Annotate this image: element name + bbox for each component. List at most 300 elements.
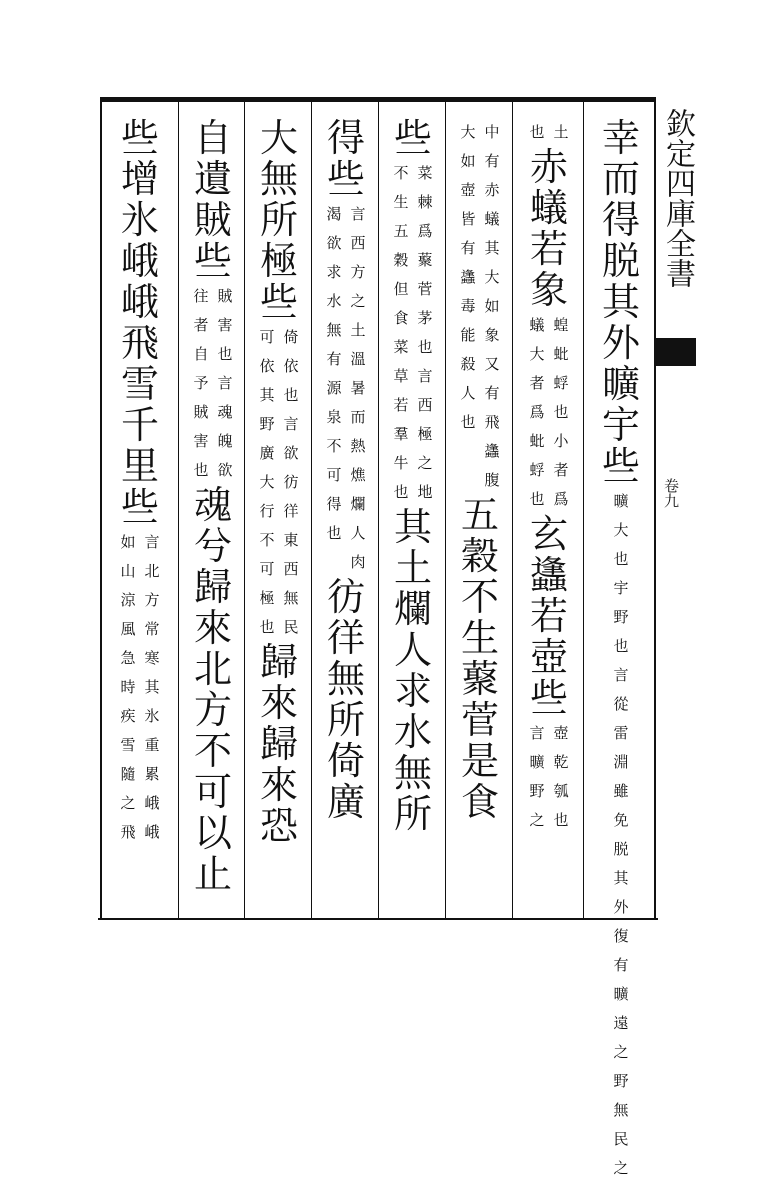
commentary-glyph: 暑 [350, 379, 366, 397]
commentary-glyph: 雖 [613, 782, 629, 800]
commentary-glyph: 若 [393, 396, 409, 414]
commentary-glyph: 無 [283, 589, 299, 607]
main-glyph: 土 [393, 546, 432, 590]
text-column-4 [382, 118, 444, 835]
commentary-glyph: 大 [259, 473, 275, 491]
main-glyph: 得 [326, 116, 365, 160]
commentary-glyph: 累 [144, 765, 160, 783]
commentary-glyph: 曠 [613, 985, 629, 1003]
main-glyph: 些 [393, 116, 432, 160]
commentary-glyph: 不 [393, 164, 409, 182]
commentary-glyph: 有 [613, 956, 629, 974]
commentary-line-left [119, 528, 137, 847]
commentary-glyph: 言 [529, 724, 545, 742]
commentary-glyph: 野 [613, 1072, 629, 1090]
commentary-glyph: 從 [613, 695, 629, 713]
commentary-glyph: 大 [460, 123, 476, 141]
main-text-run [527, 147, 571, 311]
main-text-run [599, 118, 643, 487]
commentary-glyph: 急 [120, 649, 136, 667]
main-glyph: 些 [326, 157, 365, 201]
main-glyph: 象 [529, 268, 568, 312]
commentary-glyph: 涼 [120, 591, 136, 609]
main-glyph: 蟻 [529, 186, 568, 230]
commentary-glyph: 山 [120, 562, 136, 580]
text-column-7 [182, 118, 244, 895]
main-glyph: 雪 [120, 362, 159, 406]
commentary-glyph: 重 [144, 736, 160, 754]
main-glyph: 極 [259, 239, 298, 283]
commentary-glyph: 爲 [529, 403, 545, 421]
commentary-glyph: 可 [259, 328, 275, 346]
main-glyph: 其 [393, 505, 432, 549]
commentary-glyph: 西 [417, 396, 433, 414]
commentary-glyph: 腹 [484, 471, 500, 489]
commentary-line-right [552, 311, 570, 514]
commentary-glyph: 人 [460, 384, 476, 402]
main-text-run [191, 118, 235, 282]
main-glyph: 歸 [193, 565, 232, 609]
commentary-glyph: 也 [283, 386, 299, 404]
commentary-glyph: 免 [613, 811, 629, 829]
commentary-glyph: 徉 [283, 502, 299, 520]
commentary-glyph: 依 [283, 357, 299, 375]
commentary-pair [528, 118, 570, 147]
main-text-run [257, 642, 301, 847]
commentary-glyph: 食 [393, 309, 409, 327]
main-glyph: 無 [326, 657, 365, 701]
commentary-glyph: 極 [417, 425, 433, 443]
commentary-glyph: 魄 [217, 432, 233, 450]
main-text-run [391, 118, 435, 159]
commentary-line-right [143, 528, 161, 847]
column-divider [445, 102, 446, 918]
text-column-6 [248, 118, 310, 847]
commentary-line-left [258, 323, 276, 642]
commentary-glyph: 渴 [326, 205, 342, 223]
main-glyph: 些 [601, 444, 640, 488]
commentary-glyph: 遠 [613, 1014, 629, 1032]
commentary-glyph: 有 [484, 384, 500, 402]
main-text-run [191, 485, 235, 895]
main-glyph: 赤 [529, 145, 568, 189]
commentary-pair [528, 719, 570, 835]
main-glyph: 蠭 [529, 553, 568, 597]
main-glyph: 恐 [259, 804, 298, 848]
commentary-glyph: 五 [393, 222, 409, 240]
commentary-glyph: 人 [350, 524, 366, 542]
commentary-glyph: 欲 [217, 461, 233, 479]
commentary-glyph: 外 [613, 898, 629, 916]
commentary-glyph: 有 [460, 239, 476, 257]
main-glyph: 幸 [601, 116, 640, 160]
main-glyph: 食 [460, 780, 499, 824]
column-divider [311, 102, 312, 918]
commentary-glyph: 也 [529, 123, 545, 141]
main-glyph: 峨 [120, 280, 159, 324]
commentary-glyph: 西 [283, 560, 299, 578]
main-glyph: 若 [529, 594, 568, 638]
commentary-glyph: 菅 [417, 280, 433, 298]
page-header-title: 欽定四庫全書 [660, 108, 695, 288]
main-glyph: 來 [193, 606, 232, 650]
commentary-glyph: 爛 [350, 495, 366, 513]
commentary-glyph: 蠭 [484, 442, 500, 460]
commentary-run [611, 835, 631, 1183]
header-block [656, 338, 696, 366]
commentary-glyph: 賊 [217, 287, 233, 305]
commentary-line-right [349, 200, 367, 577]
commentary-glyph: 土 [350, 321, 366, 339]
commentary-glyph: 牛 [393, 454, 409, 472]
commentary-glyph: 欲 [283, 444, 299, 462]
commentary-glyph: 又 [484, 355, 500, 373]
commentary-glyph: 求 [326, 263, 342, 281]
main-text-run [458, 495, 502, 823]
commentary-glyph: 無 [326, 321, 342, 339]
main-glyph: 求 [393, 669, 432, 713]
commentary-glyph: 言 [350, 205, 366, 223]
commentary-glyph: 源 [326, 379, 342, 397]
commentary-glyph: 言 [613, 666, 629, 684]
main-glyph: 遺 [193, 157, 232, 201]
commentary-glyph: 蟻 [484, 210, 500, 228]
commentary-glyph: 如 [460, 152, 476, 170]
commentary-glyph: 彷 [283, 473, 299, 491]
commentary-glyph: 飛 [484, 413, 500, 431]
commentary-glyph: 菜 [393, 338, 409, 356]
commentary-glyph: 者 [529, 374, 545, 392]
main-glyph: 而 [601, 157, 640, 201]
commentary-glyph: 欲 [326, 234, 342, 252]
commentary-glyph: 野 [529, 782, 545, 800]
commentary-glyph: 宇 [613, 579, 629, 597]
main-text-run [391, 507, 435, 835]
margin-note: 卷九 [662, 478, 680, 508]
commentary-glyph: 復 [613, 927, 629, 945]
commentary-glyph: 皆 [460, 210, 476, 228]
commentary-glyph: 風 [120, 620, 136, 638]
main-glyph: 些 [193, 239, 232, 283]
main-glyph: 玄 [529, 512, 568, 556]
main-glyph: 不 [193, 729, 232, 773]
main-glyph: 止 [193, 852, 232, 896]
commentary-glyph: 也 [613, 637, 629, 655]
commentary-glyph: 言 [283, 415, 299, 433]
commentary-glyph: 其 [259, 386, 275, 404]
commentary-line-left [528, 118, 546, 147]
commentary-glyph: 方 [350, 263, 366, 281]
column-divider [512, 102, 513, 918]
commentary-glyph: 殺 [460, 355, 476, 373]
main-glyph: 人 [393, 628, 432, 672]
commentary-glyph: 肉 [350, 553, 366, 571]
commentary-glyph: 壺 [553, 724, 569, 742]
commentary-line-right [216, 282, 234, 485]
main-glyph: 歸 [259, 640, 298, 684]
commentary-glyph: 大 [484, 268, 500, 286]
main-glyph: 五 [460, 493, 499, 537]
main-glyph: 得 [601, 198, 640, 242]
main-glyph: 徉 [326, 616, 365, 660]
commentary-glyph: 氷 [144, 707, 160, 725]
commentary-glyph: 之 [350, 292, 366, 310]
commentary-line-left [528, 719, 546, 835]
commentary-glyph: 棘 [417, 193, 433, 211]
commentary-glyph: 賊 [193, 403, 209, 421]
main-glyph: 其 [601, 280, 640, 324]
commentary-glyph: 時 [120, 678, 136, 696]
commentary-glyph: 行 [259, 502, 275, 520]
main-glyph: 氷 [120, 198, 159, 242]
commentary-glyph: 也 [417, 338, 433, 356]
main-glyph: 生 [460, 616, 499, 660]
commentary-glyph: 蜉 [553, 374, 569, 392]
commentary-line-right [483, 118, 501, 495]
commentary-line-left [528, 311, 546, 514]
commentary-glyph: 生 [393, 193, 409, 211]
commentary-glyph: 蠭 [460, 268, 476, 286]
main-glyph: 無 [259, 157, 298, 201]
main-glyph: 宇 [601, 403, 640, 447]
main-glyph: 彷 [326, 575, 365, 619]
commentary-pair [528, 311, 570, 514]
main-glyph: 賊 [193, 198, 232, 242]
commentary-glyph: 東 [283, 531, 299, 549]
commentary-glyph: 蝗 [553, 316, 569, 334]
commentary-glyph: 之 [417, 454, 433, 472]
main-text-run [118, 118, 162, 528]
main-glyph: 兮 [193, 524, 232, 568]
main-text-run [324, 118, 368, 200]
commentary-glyph: 其 [613, 869, 629, 887]
commentary-pair [392, 159, 434, 507]
left-border-rule [100, 97, 102, 920]
commentary-glyph: 也 [217, 345, 233, 363]
commentary-glyph: 如 [484, 297, 500, 315]
commentary-glyph: 也 [613, 550, 629, 568]
main-glyph: 自 [193, 116, 232, 160]
commentary-glyph: 蚍 [529, 432, 545, 450]
main-glyph: 脱 [601, 239, 640, 283]
main-glyph: 無 [393, 751, 432, 795]
commentary-glyph: 之 [120, 794, 136, 812]
main-glyph: 壺 [529, 635, 568, 679]
commentary-glyph: 常 [144, 620, 160, 638]
bottom-border-rule [98, 918, 658, 920]
commentary-glyph: 曠 [529, 753, 545, 771]
main-glyph: 來 [259, 681, 298, 725]
commentary-glyph: 壺 [460, 181, 476, 199]
commentary-line-right [282, 323, 300, 642]
main-glyph: 藂 [460, 657, 499, 701]
commentary-pair [119, 528, 161, 847]
main-glyph: 所 [393, 792, 432, 836]
commentary-glyph: 得 [326, 495, 342, 513]
commentary-glyph: 野 [259, 415, 275, 433]
commentary-glyph: 水 [326, 292, 342, 310]
text-column-1 [590, 118, 652, 1183]
commentary-glyph: 方 [144, 591, 160, 609]
commentary-glyph: 野 [613, 608, 629, 626]
column-divider [378, 102, 379, 918]
commentary-glyph: 雪 [120, 736, 136, 754]
commentary-glyph: 大 [529, 345, 545, 363]
commentary-line-right [552, 719, 570, 835]
main-glyph: 倚 [326, 739, 365, 783]
commentary-line-left [192, 282, 210, 485]
commentary-glyph: 象 [484, 326, 500, 344]
commentary-glyph: 熱 [350, 437, 366, 455]
commentary-glyph: 無 [613, 1101, 629, 1119]
commentary-glyph: 往 [193, 287, 209, 305]
commentary-glyph: 雷 [613, 724, 629, 742]
commentary-glyph: 燋 [350, 466, 366, 484]
commentary-glyph: 之 [613, 1159, 629, 1177]
commentary-glyph: 也 [326, 524, 342, 542]
main-glyph: 是 [460, 739, 499, 783]
commentary-glyph: 毒 [460, 297, 476, 315]
commentary-glyph: 瓠 [553, 782, 569, 800]
main-glyph: 水 [393, 710, 432, 754]
commentary-glyph: 者 [193, 316, 209, 334]
commentary-pair [258, 323, 300, 642]
main-glyph: 菅 [460, 698, 499, 742]
commentary-glyph: 之 [529, 811, 545, 829]
commentary-glyph: 害 [217, 316, 233, 334]
commentary-glyph: 也 [460, 413, 476, 431]
commentary-glyph: 爲 [417, 222, 433, 240]
main-glyph: 可 [193, 770, 232, 814]
commentary-pair [325, 200, 367, 577]
main-glyph: 些 [120, 485, 159, 529]
commentary-glyph: 也 [193, 461, 209, 479]
commentary-glyph: 者 [553, 461, 569, 479]
main-glyph: 魂 [193, 483, 232, 527]
commentary-glyph: 寒 [144, 649, 160, 667]
commentary-glyph: 之 [613, 1043, 629, 1061]
commentary-glyph: 也 [259, 618, 275, 636]
commentary-glyph: 不 [259, 531, 275, 549]
commentary-glyph: 極 [259, 589, 275, 607]
main-glyph: 若 [529, 227, 568, 271]
commentary-glyph: 疾 [120, 707, 136, 725]
main-glyph: 廣 [326, 780, 365, 824]
main-glyph: 些 [120, 116, 159, 160]
main-glyph: 飛 [120, 321, 159, 365]
main-glyph: 大 [259, 116, 298, 160]
commentary-glyph: 西 [350, 234, 366, 252]
main-text-run [527, 514, 571, 719]
commentary-glyph: 飛 [120, 823, 136, 841]
commentary-glyph: 能 [460, 326, 476, 344]
main-glyph: 里 [120, 444, 159, 488]
commentary-glyph: 魂 [217, 403, 233, 421]
commentary-glyph: 予 [193, 374, 209, 392]
commentary-glyph: 隨 [120, 765, 136, 783]
commentary-glyph: 脱 [613, 840, 629, 858]
commentary-glyph: 也 [529, 490, 545, 508]
commentary-glyph: 其 [484, 239, 500, 257]
main-glyph: 曠 [601, 362, 640, 406]
main-glyph: 方 [193, 688, 232, 732]
commentary-run [611, 487, 631, 835]
commentary-glyph: 大 [613, 521, 629, 539]
text-column-2 [516, 118, 582, 835]
commentary-glyph: 民 [613, 1130, 629, 1148]
commentary-line-right [552, 118, 570, 147]
main-glyph: 歸 [259, 722, 298, 766]
commentary-glyph: 不 [326, 437, 342, 455]
commentary-line-right [416, 159, 434, 507]
commentary-glyph: 赤 [484, 181, 500, 199]
commentary-glyph: 中 [484, 123, 500, 141]
commentary-glyph: 草 [393, 367, 409, 385]
main-text-run [324, 577, 368, 823]
commentary-glyph: 也 [553, 403, 569, 421]
main-glyph: 外 [601, 321, 640, 365]
main-glyph: 不 [460, 575, 499, 619]
main-glyph: 峨 [120, 239, 159, 283]
commentary-glyph: 茅 [417, 309, 433, 327]
commentary-glyph: 但 [393, 280, 409, 298]
column-divider [178, 102, 179, 918]
main-glyph: 些 [529, 676, 568, 720]
commentary-glyph: 小 [553, 432, 569, 450]
commentary-line-left [459, 118, 477, 495]
commentary-pair [192, 282, 234, 485]
commentary-glyph: 言 [217, 374, 233, 392]
commentary-glyph: 爲 [553, 490, 569, 508]
main-text-run [257, 118, 301, 323]
text-column-8 [104, 118, 176, 847]
column-divider [244, 102, 245, 918]
commentary-glyph: 蚍 [553, 345, 569, 363]
commentary-glyph: 羣 [393, 425, 409, 443]
main-glyph: 穀 [460, 534, 499, 578]
commentary-glyph: 可 [259, 560, 275, 578]
main-glyph: 來 [259, 763, 298, 807]
commentary-glyph: 峨 [144, 794, 160, 812]
main-glyph: 些 [259, 280, 298, 324]
commentary-glyph: 峨 [144, 823, 160, 841]
commentary-glyph: 而 [350, 408, 366, 426]
main-glyph: 所 [259, 198, 298, 242]
main-glyph: 千 [120, 403, 159, 447]
commentary-glyph: 也 [553, 811, 569, 829]
commentary-glyph: 其 [144, 678, 160, 696]
commentary-glyph: 倚 [283, 328, 299, 346]
commentary-glyph: 北 [144, 562, 160, 580]
commentary-glyph: 廣 [259, 444, 275, 462]
commentary-glyph: 淵 [613, 753, 629, 771]
right-border-rule [654, 97, 656, 920]
main-glyph: 爛 [393, 587, 432, 631]
commentary-glyph: 溫 [350, 350, 366, 368]
commentary-glyph: 依 [259, 357, 275, 375]
commentary-glyph: 乾 [553, 753, 569, 771]
main-glyph: 以 [193, 811, 232, 855]
commentary-pair [459, 118, 501, 495]
commentary-glyph: 有 [484, 152, 500, 170]
commentary-glyph: 泉 [326, 408, 342, 426]
main-glyph: 增 [120, 157, 159, 201]
commentary-glyph: 有 [326, 350, 342, 368]
commentary-glyph: 菜 [417, 164, 433, 182]
commentary-glyph: 藂 [417, 251, 433, 269]
commentary-glyph: 也 [393, 483, 409, 501]
text-column-5 [315, 118, 377, 823]
